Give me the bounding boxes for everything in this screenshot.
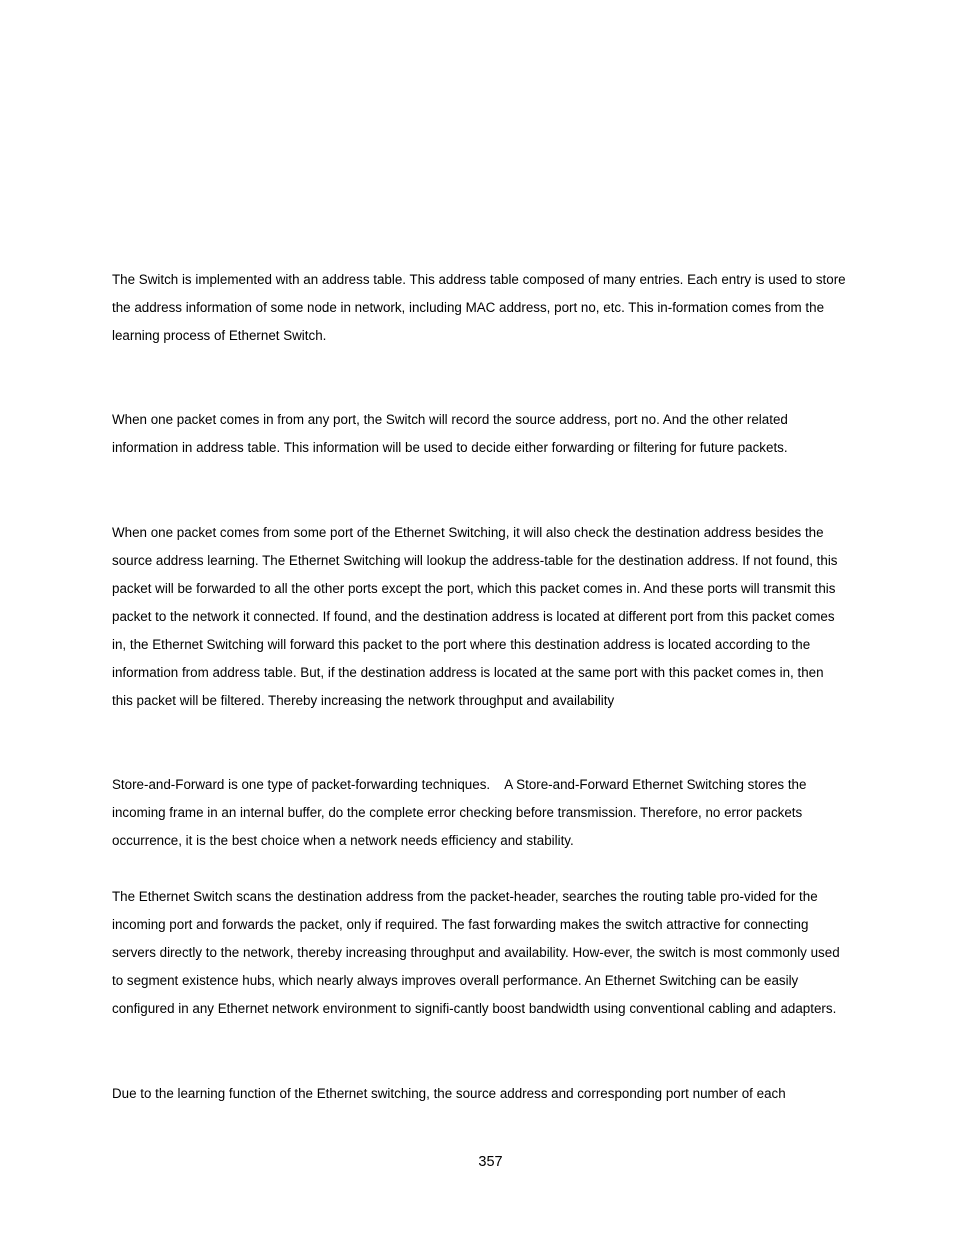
paragraph-switch-scanning: The Ethernet Switch scans the destination address from the packet-header, searches the routing table pro-vided for the incoming port and forwards the packet, only if required. The fast forwarding makes the switch attractive for connecting servers directly to the network, thereby increasing throughput and availability. How-ever, the switch is most commonly used to segment existence hubs, which nearly always improves overall performance. An Ethernet Switching can be easily configured in any Ethernet network environment to signifi-cantly boost bandwidth using conventional cabling and adapters. xyxy=(112,889,844,1016)
page-number: 357 xyxy=(478,1154,503,1170)
paragraph-learning-function: Due to the learning function of the Ethernet switching, the source address and corresponding port number of each xyxy=(112,1086,786,1101)
paragraph-source-learning: When one packet comes in from any port, the Switch will record the source address, port no. And the other related information in address table. This information will be used to decide either forwarding or filtering for future packets. xyxy=(112,412,792,455)
paragraph-destination-lookup: When one packet comes from some port of the Ethernet Switching, it will also check the destination address besides the source address learning. The Ethernet Switching will lookup the address-table for the destination address. If not found, this packet will be forwarded to all the other ports except the port, which this packet comes in. And these ports will transmit this packet to the network it connected. If found, and the destination address is located at different port from this packet comes in, the Ethernet Switching will forward this packet to the port where this destination address is located according to the information from address table. But, if the destination address is located at the same port with this packet comes in, then this packet will be filtered. Thereby increasing the network throughput and availability xyxy=(112,525,842,708)
paragraph-store-and-forward: Store-and-Forward is one type of packet-forwarding techniques. A Store-and-Forward Ethernet Switching stores the incoming frame in an internal buffer, do the complete error checking before transmission. Therefore, no error packets occurrence, it is the best choice when a network needs efficiency and stability. xyxy=(112,777,811,848)
paragraph-address-table: The Switch is implemented with an address table. This address table composed of many entries. Each entry is used to store the address information of some node in network, including MAC address, port no, etc. This in-formation comes from the learning process of Ethernet Switch. xyxy=(112,272,850,343)
